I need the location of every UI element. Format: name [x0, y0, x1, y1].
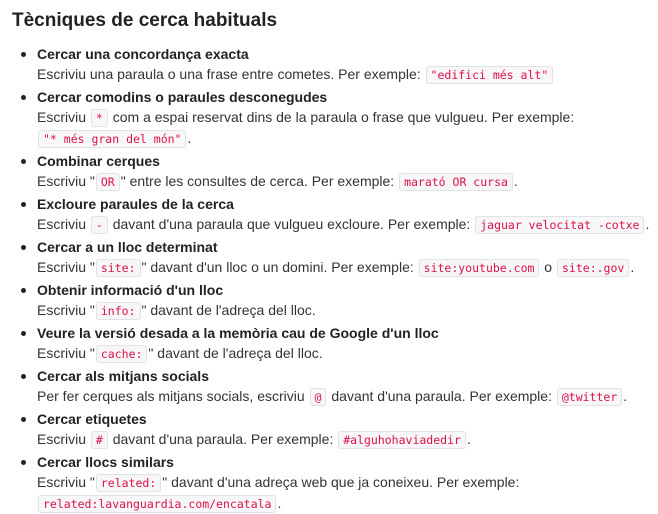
tip-text: " davant d'una adreça web que ja coneixeu. Per exemple:	[162, 474, 520, 490]
search-operator-example: #	[91, 431, 108, 449]
tip-text: .	[513, 173, 518, 189]
tip-description	[37, 386, 658, 407]
tip-text: Escriviu "	[37, 302, 95, 318]
tip-description	[37, 214, 658, 235]
tip-description	[37, 257, 658, 278]
search-operator-example: related:	[96, 474, 161, 492]
tip-description-line	[37, 429, 658, 450]
tips-list	[12, 44, 658, 514]
tip-item	[37, 323, 658, 364]
tip-item	[37, 237, 658, 278]
tip-description-line	[37, 493, 658, 514]
tip-text: Per fer cerques als mitjans socials, escriviu	[37, 388, 309, 404]
tip-description-line	[37, 64, 658, 85]
tip-title: Cercar comodins o paraules desconegudes	[37, 89, 328, 105]
tip-title: Obtenir informació d'un lloc	[37, 282, 224, 298]
tip-item	[37, 452, 658, 514]
search-operator-example: site:	[96, 259, 141, 277]
tip-text: davant d'una paraula. Per exemple:	[108, 431, 338, 447]
tip-title: Cercar als mitjans socials	[37, 368, 209, 384]
tip-text: .	[630, 259, 635, 275]
tip-description-line	[37, 343, 658, 364]
search-operator-example: #alguhohaviadedir	[338, 431, 466, 449]
page-title: Tècniques de cerca habituals	[12, 10, 278, 31]
tip-text: Escriviu "	[37, 474, 95, 490]
tip-item	[37, 44, 658, 85]
tip-description	[37, 429, 658, 450]
tip-text: Escriviu "	[37, 259, 95, 275]
tip-text: .	[187, 130, 192, 146]
tip-description-line	[37, 107, 658, 128]
tip-item	[37, 151, 658, 192]
tip-text: Escriviu	[37, 109, 90, 125]
search-operator-example: site:youtube.com	[419, 259, 540, 277]
tip-text: Escriviu	[37, 431, 90, 447]
tip-description	[37, 472, 658, 514]
tip-text: .	[466, 431, 471, 447]
tip-title: Veure la versió desada a la memòria cau de Google d'un lloc	[37, 325, 439, 341]
tip-description-line	[37, 214, 658, 235]
tip-title: Cercar llocs similars	[37, 454, 174, 470]
tip-title: Cercar a un lloc determinat	[37, 239, 218, 255]
tip-item	[37, 366, 658, 407]
tip-text: .	[645, 216, 650, 232]
tip-description-line	[37, 386, 658, 407]
search-operator-example: related:lavanguardia.com/encatala	[38, 495, 276, 513]
tip-text: " entre les consultes de cerca. Per exemple:	[120, 173, 399, 189]
tip-text: " davant de l'adreça del lloc.	[141, 302, 316, 318]
tip-text: Escriviu "	[37, 173, 95, 189]
tip-description-line	[37, 472, 658, 493]
tip-title: Cercar una concordança exacta	[37, 46, 249, 62]
tip-item	[37, 280, 658, 321]
search-operator-example: marató OR cursa	[399, 173, 513, 191]
tip-text: davant d'una paraula que vulgueu excloure. Per exemple:	[108, 216, 475, 232]
tip-text: o	[540, 259, 556, 275]
tip-text: " davant d'un lloc o un domini. Per exemple:	[141, 259, 418, 275]
tip-description	[37, 300, 658, 321]
search-operator-example: -	[91, 216, 108, 234]
search-operator-example: @	[310, 388, 327, 406]
search-operator-example: @twitter	[557, 388, 622, 406]
tip-item	[37, 409, 658, 450]
tip-description-line	[37, 171, 658, 192]
tip-title: Excloure paraules de la cerca	[37, 196, 234, 212]
tip-description	[37, 107, 658, 149]
tip-text: Escriviu	[37, 216, 90, 232]
tip-title: Cercar etiquetes	[37, 411, 147, 427]
tip-text: com a espai reservat dins de la paraula o frase que vulgueu. Per exemple:	[108, 109, 575, 125]
tip-description	[37, 64, 658, 85]
tip-description	[37, 171, 658, 192]
search-operator-example: *	[91, 109, 108, 127]
search-operator-example: cache:	[96, 345, 148, 363]
tip-description	[37, 343, 658, 364]
tip-text: davant d'una paraula. Per exemple:	[327, 388, 556, 404]
tip-text: " davant de l'adreça del lloc.	[148, 345, 323, 361]
search-operator-example: "edifici més alt"	[426, 66, 554, 84]
tip-item	[37, 194, 658, 235]
tip-text: Escriviu "	[37, 345, 95, 361]
search-operator-example: info:	[96, 302, 141, 320]
search-operator-example: OR	[96, 173, 120, 191]
search-operator-example: "* més gran del món"	[38, 130, 186, 148]
search-operator-example: site:.gov	[557, 259, 629, 277]
tip-text: .	[277, 495, 282, 511]
tip-title: Combinar cerques	[37, 153, 160, 169]
tip-item	[37, 87, 658, 149]
tip-description-line	[37, 300, 658, 321]
search-operator-example: jaguar velocitat -cotxe	[475, 216, 644, 234]
tip-description-line	[37, 257, 658, 278]
tip-description-line	[37, 128, 658, 149]
tip-text: .	[623, 388, 628, 404]
tip-text: Escriviu una paraula o una frase entre cometes. Per exemple:	[37, 66, 425, 82]
